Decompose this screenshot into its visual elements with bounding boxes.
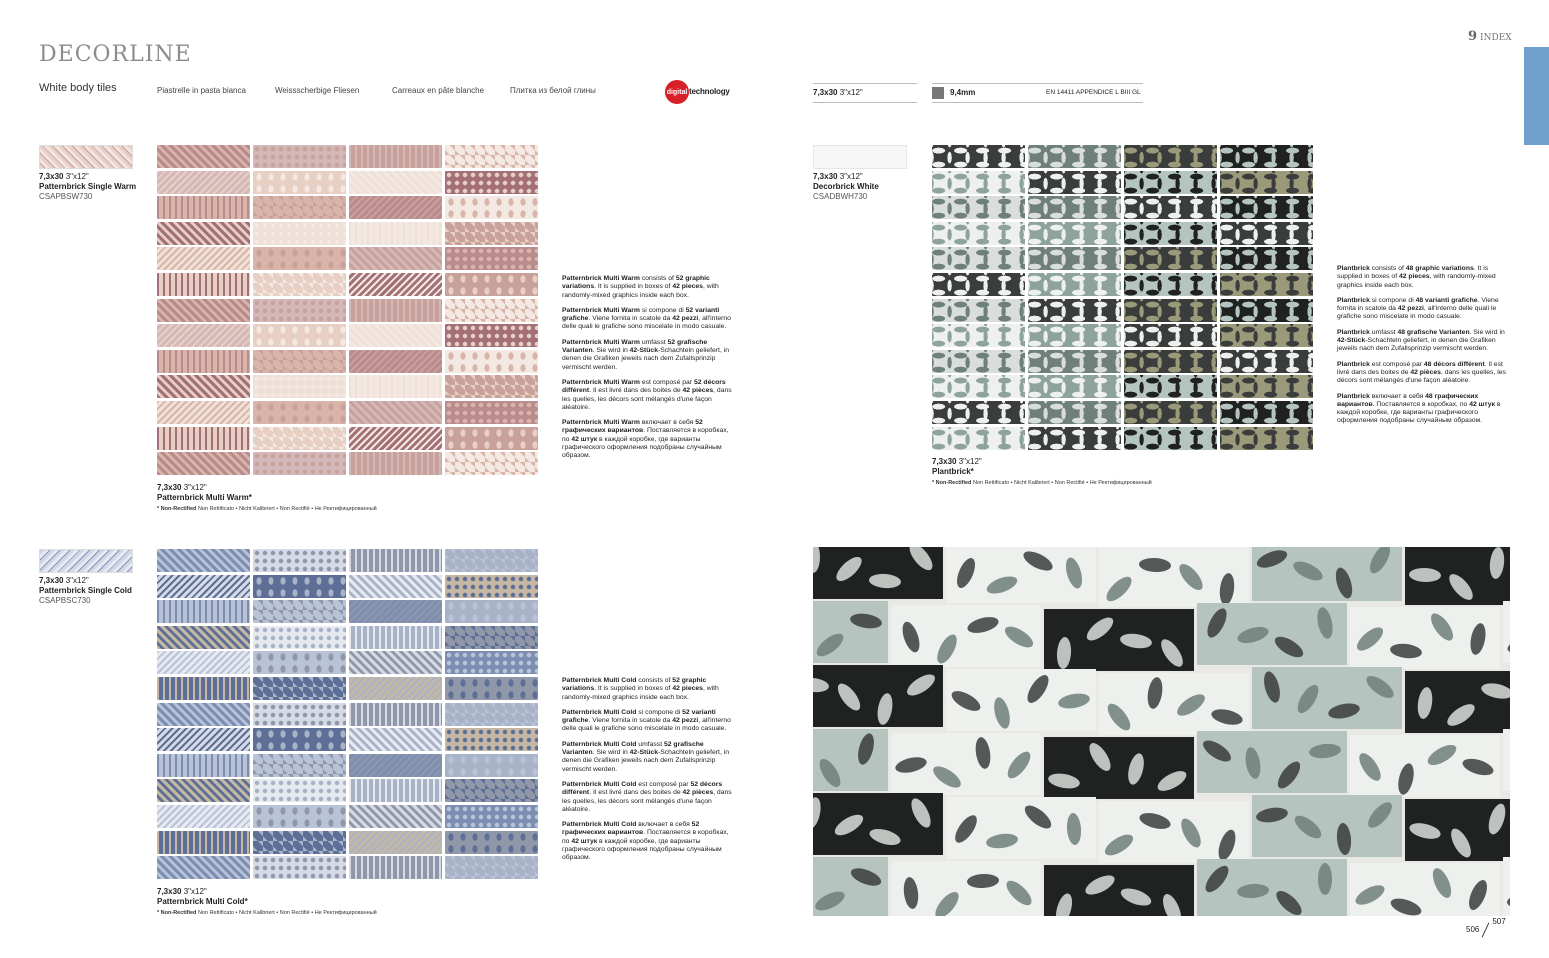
- tile: [932, 247, 1025, 270]
- tile: [349, 703, 442, 726]
- tile: [932, 324, 1025, 347]
- cold-single-sample: [39, 549, 133, 573]
- tile: [1124, 427, 1217, 450]
- tile: [349, 375, 442, 398]
- tile: [349, 549, 442, 572]
- cold-description: [562, 677, 736, 870]
- tile: [349, 831, 442, 854]
- tile: [349, 247, 442, 270]
- size-header-inch: 3"x12": [839, 88, 863, 97]
- tile: [349, 805, 442, 828]
- tile: [1220, 299, 1313, 322]
- index-icon: 9: [1468, 29, 1478, 44]
- tile: [349, 600, 442, 623]
- tile: [349, 575, 442, 598]
- thickness-value: 9,4mm: [950, 88, 976, 97]
- tile: [253, 831, 346, 854]
- tile: [253, 651, 346, 674]
- tile: [349, 324, 442, 347]
- tile: [349, 754, 442, 777]
- subtitle-fr: Carreaux en pâte blanche: [392, 86, 485, 95]
- tile: [445, 856, 538, 879]
- tile: [349, 299, 442, 322]
- tile: [253, 171, 346, 194]
- tile: [157, 549, 250, 572]
- tile: [445, 549, 538, 572]
- tile: [253, 677, 346, 700]
- warm-multi-label: 7,3x30 3"x12" Patternbrick Multi Warm*: [157, 483, 252, 502]
- tile: [1028, 324, 1121, 347]
- cold-multi-grid: [157, 549, 538, 879]
- tile: [349, 452, 442, 475]
- desc_plant-paragraph: Plantbrick est composé par 48 décors différent. Il est livré dans des boites de 42 pièces, dans les quelles, les décors sont mélangés d'une façon aléatoire.: [1337, 360, 1506, 385]
- tile: [445, 805, 538, 828]
- tile: [445, 427, 538, 450]
- tile: [445, 651, 538, 674]
- tile: [445, 247, 538, 270]
- photo-tile: [1197, 731, 1347, 793]
- tile: [253, 427, 346, 450]
- tile: [932, 299, 1025, 322]
- tile: [1028, 222, 1121, 245]
- tile: [253, 549, 346, 572]
- page-left: 506: [1466, 925, 1480, 935]
- desc_warm-paragraph: Patternbrick Multi Warm si compone di 52 varianti grafiche. Viene fornita in scatole da 42 pezzi, all'interno delle quali le grafiche sono miscelate in modo casuale.: [562, 306, 731, 331]
- tile: [1220, 375, 1313, 398]
- tile: [1124, 247, 1217, 270]
- tile: [253, 222, 346, 245]
- tile: [1028, 196, 1121, 219]
- tile: [253, 452, 346, 475]
- tile: [253, 626, 346, 649]
- thickness-icon: [932, 87, 944, 99]
- size-header: [813, 83, 917, 103]
- tile: [157, 350, 250, 373]
- page-divider: [1482, 923, 1490, 938]
- tile: [157, 145, 250, 168]
- tile: [253, 273, 346, 296]
- size-header-bold: 7,3x30: [813, 88, 838, 97]
- tile: [253, 575, 346, 598]
- desc_cold-paragraph: Patternbrick Multi Cold si compone di 52 varianti grafiche. Viene fornita in scatole da 42 pezzi, all'interno delle quali le grafiche sono miscelate in modo casuale.: [562, 708, 731, 733]
- tile: [1124, 171, 1217, 194]
- tile: [349, 273, 442, 296]
- warm-non-rectified: * Non-Rectified Non Rettificato • Nicht Kalibriert • Non Rectifié • Не Ректифицированный: [157, 506, 377, 512]
- desc_warm-paragraph: Patternbrick Multi Warm est composé par 52 décors différent. Il est livré dans des boites de 42 pièces, dans les quelles, les décors sont mélangés d'une façon aléatoire.: [562, 378, 732, 411]
- tile: [1220, 273, 1313, 296]
- tile: [1028, 273, 1121, 296]
- tile: [349, 856, 442, 879]
- tile: [157, 805, 250, 828]
- tile: [1220, 324, 1313, 347]
- tile: [1220, 427, 1313, 450]
- tile: [445, 703, 538, 726]
- tile: [445, 273, 538, 296]
- tile: [349, 677, 442, 700]
- technology-label: technology: [689, 87, 730, 96]
- tile: [932, 171, 1025, 194]
- tile: [1220, 145, 1313, 168]
- subtitle-en: White body tiles: [39, 82, 117, 94]
- tile: [157, 626, 250, 649]
- tile: [253, 350, 346, 373]
- plant-non-rectified: * Non-Rectified Non Rettificato • Nicht Kalibriert • Non Rectifié • Не Ректифицированный: [932, 480, 1152, 486]
- tile: [157, 171, 250, 194]
- tile: [157, 427, 250, 450]
- tile: [253, 703, 346, 726]
- tile: [349, 626, 442, 649]
- tile: [1220, 350, 1313, 373]
- tile: [157, 754, 250, 777]
- plant-description: [1337, 265, 1511, 433]
- tile: [1028, 171, 1121, 194]
- desc_plant-paragraph: Plantbrick включает в себя 48 графических вариантов. Поставляется в коробках, по 42 штук в каждой коробке, где варианты графического оформления подобраны случайным образом.: [1337, 392, 1501, 425]
- section-tab[interactable]: [1524, 47, 1549, 145]
- tile: [157, 831, 250, 854]
- warm-single-sample: [39, 145, 133, 169]
- tile: [1028, 145, 1121, 168]
- tile: [445, 145, 538, 168]
- subtitle-it: Piastrelle in pasta bianca: [157, 86, 246, 95]
- tile: [445, 779, 538, 802]
- tile: [157, 452, 250, 475]
- tile: [157, 575, 250, 598]
- tile: [349, 427, 442, 450]
- tile: [349, 728, 442, 751]
- tile: [157, 677, 250, 700]
- page-numbers: [1466, 917, 1506, 938]
- tile: [157, 299, 250, 322]
- tile: [349, 145, 442, 168]
- tile: [157, 324, 250, 347]
- tile: [445, 222, 538, 245]
- tile: [445, 350, 538, 373]
- photo-tile: [1044, 737, 1194, 799]
- tile: [445, 754, 538, 777]
- desc_warm-paragraph: Patternbrick Multi Warm consists of 52 graphic variations. It is supplied in boxes of 42 pieces, with randomly-mixed graphics inside each box.: [562, 275, 719, 299]
- tile: [253, 299, 346, 322]
- tile: [157, 247, 250, 270]
- tile: [1028, 247, 1121, 270]
- subtitle-de: Weissscherbige Fliesen: [275, 86, 360, 95]
- warm-description: [562, 275, 736, 468]
- tile: [445, 324, 538, 347]
- tile: [932, 222, 1025, 245]
- tile: [157, 651, 250, 674]
- desc_cold-paragraph: Patternbrick Multi Cold umfasst 52 grafische Varianten. Sie wird in 42-Stück-Schachteln geliefert, in denen die Grafiken jeweils nach dem Zufallsprinzip vermischt werden.: [562, 740, 730, 773]
- tile: [1220, 401, 1313, 424]
- tile: [349, 779, 442, 802]
- tile: [253, 856, 346, 879]
- tile: [253, 754, 346, 777]
- tile: [157, 222, 250, 245]
- tile: [1028, 350, 1121, 373]
- tile: [1220, 222, 1313, 245]
- tile: [253, 247, 346, 270]
- cold-non-rectified: * Non-Rectified Non Rettificato • Nicht Kalibriert • Non Rectifié • Не Ректифицированный: [157, 910, 377, 916]
- tile: [445, 677, 538, 700]
- desc_cold-paragraph: Patternbrick Multi Cold включает в себя 52 графических вариантов. Поставляется в коробках, по 42 штук в каждой коробке, где варианты графического оформления подобраны случайным образом.: [562, 821, 729, 862]
- tile: [1028, 375, 1121, 398]
- tile: [1220, 171, 1313, 194]
- tile: [1124, 401, 1217, 424]
- tile: [1220, 247, 1313, 270]
- tile: [445, 831, 538, 854]
- subtitle-ru: Плитка из белой глины: [510, 86, 596, 95]
- photo-tile: [1503, 729, 1510, 791]
- norm-label: EN 14411 APPENDICE L BIII GL: [1046, 89, 1141, 96]
- desc_plant-paragraph: Plantbrick umfasst 48 grafische Varianten. Sie wird in 42-Stück-Schachteln geliefert, in denen die Grafiken jeweils nach dem Zufallsprinzip vermischt werden.: [1337, 328, 1505, 353]
- tile: [253, 375, 346, 398]
- tile: [349, 350, 442, 373]
- tile: [253, 728, 346, 751]
- tile: [932, 427, 1025, 450]
- tile: [445, 626, 538, 649]
- tile: [1124, 324, 1217, 347]
- tile: [349, 171, 442, 194]
- photo-leaf: [1318, 863, 1332, 895]
- tile: [349, 222, 442, 245]
- tile: [445, 196, 538, 219]
- page-title: DECORLINE: [39, 42, 192, 67]
- tile: [253, 805, 346, 828]
- tile: [253, 600, 346, 623]
- tile: [1220, 196, 1313, 219]
- warm-single-label: 7,3x30 3"x12" Patternbrick Single Warm CSAPBSW730: [39, 172, 137, 201]
- photo-tile: [1252, 795, 1402, 857]
- cold-single-label: 7,3x30 3"x12" Patternbrick Single Cold CSAPBSC730: [39, 576, 132, 605]
- tile: [253, 779, 346, 802]
- desc_cold-paragraph: Patternbrick Multi Cold est composé par 52 décors différent. Il est livré dans des boites de 42 pièces, dans les quelles, les décors sont mélangés d'une façon aléatoire.: [562, 780, 732, 813]
- tile: [157, 703, 250, 726]
- tile: [253, 324, 346, 347]
- tile: [445, 452, 538, 475]
- tile: [157, 856, 250, 879]
- tile: [1124, 375, 1217, 398]
- tile: [932, 196, 1025, 219]
- tile: [349, 401, 442, 424]
- tile: [253, 145, 346, 168]
- tile: [157, 779, 250, 802]
- leaf-tile-wall-image: [813, 547, 1510, 916]
- photo-tile: [1503, 601, 1510, 663]
- tile: [349, 651, 442, 674]
- tile: [932, 401, 1025, 424]
- tile: [445, 171, 538, 194]
- white-single-label: 7,3x30 3"x12" Decorbrick White CSADBWH730: [813, 172, 879, 201]
- tile: [157, 728, 250, 751]
- tile: [253, 196, 346, 219]
- tile: [157, 401, 250, 424]
- tile: [445, 575, 538, 598]
- photo-tile: [1503, 857, 1510, 916]
- desc_cold-paragraph: Patternbrick Multi Cold consists of 52 graphic variations. It is supplied in boxes of 42 pieces, with randomly-mixed graphics inside each box.: [562, 677, 719, 701]
- tile: [157, 273, 250, 296]
- desc_plant-paragraph: Plantbrick si compone di 48 varianti grafiche. Viene fornita in scatole da 42 pezzi, all'interno delle quali le grafiche sono miscelate in modo casuale.: [1337, 296, 1499, 321]
- tile: [445, 600, 538, 623]
- tile: [445, 375, 538, 398]
- tile: [253, 401, 346, 424]
- tile: [157, 600, 250, 623]
- tile: [157, 375, 250, 398]
- index-label: INDEX: [1480, 33, 1512, 43]
- desc_warm-paragraph: Patternbrick Multi Warm включает в себя 52 графических вариантов. Поставляется в коробках, по 42 штук в каждой коробке, где варианты графического оформления подобраны случайным образом.: [562, 419, 729, 460]
- white-single-sample: [813, 145, 907, 169]
- tile: [1124, 222, 1217, 245]
- tile: [1124, 350, 1217, 373]
- tile: [932, 375, 1025, 398]
- tile: [445, 401, 538, 424]
- page-right: 507: [1492, 917, 1506, 926]
- index-link[interactable]: [1468, 29, 1512, 44]
- warm-multi-grid: [157, 145, 538, 475]
- tile: [349, 196, 442, 219]
- tile: [932, 273, 1025, 296]
- tile: [932, 145, 1025, 168]
- tile: [1124, 299, 1217, 322]
- digital-badge: digital: [665, 80, 689, 104]
- plant-multi-grid: [932, 145, 1313, 450]
- plant-multi-label: 7,3x30 3"x12" Plantbrick*: [932, 457, 982, 476]
- tile: [445, 299, 538, 322]
- desc_plant-paragraph: Plantbrick consists of 48 graphic variations. It is supplied in boxes of 42 pieces, with randomly-mixed graphics inside each box.: [1337, 265, 1496, 289]
- tile: [932, 350, 1025, 373]
- tile: [445, 728, 538, 751]
- cold-multi-label: 7,3x30 3"x12" Patternbrick Multi Cold*: [157, 887, 248, 906]
- tile: [1028, 299, 1121, 322]
- tile: [1124, 273, 1217, 296]
- ambient-photo: [813, 547, 1510, 916]
- desc_warm-paragraph: Patternbrick Multi Warm umfasst 52 grafische Varianten. Sie wird in 42-Stück-Schachteln geliefert, in denen die Grafiken jeweils nach dem Zufallsprinzip vermischt werden.: [562, 338, 730, 371]
- tile: [1028, 401, 1121, 424]
- tile: [157, 196, 250, 219]
- tile: [1124, 196, 1217, 219]
- tile: [1124, 145, 1217, 168]
- tile: [1028, 427, 1121, 450]
- thickness-header: [932, 83, 1143, 103]
